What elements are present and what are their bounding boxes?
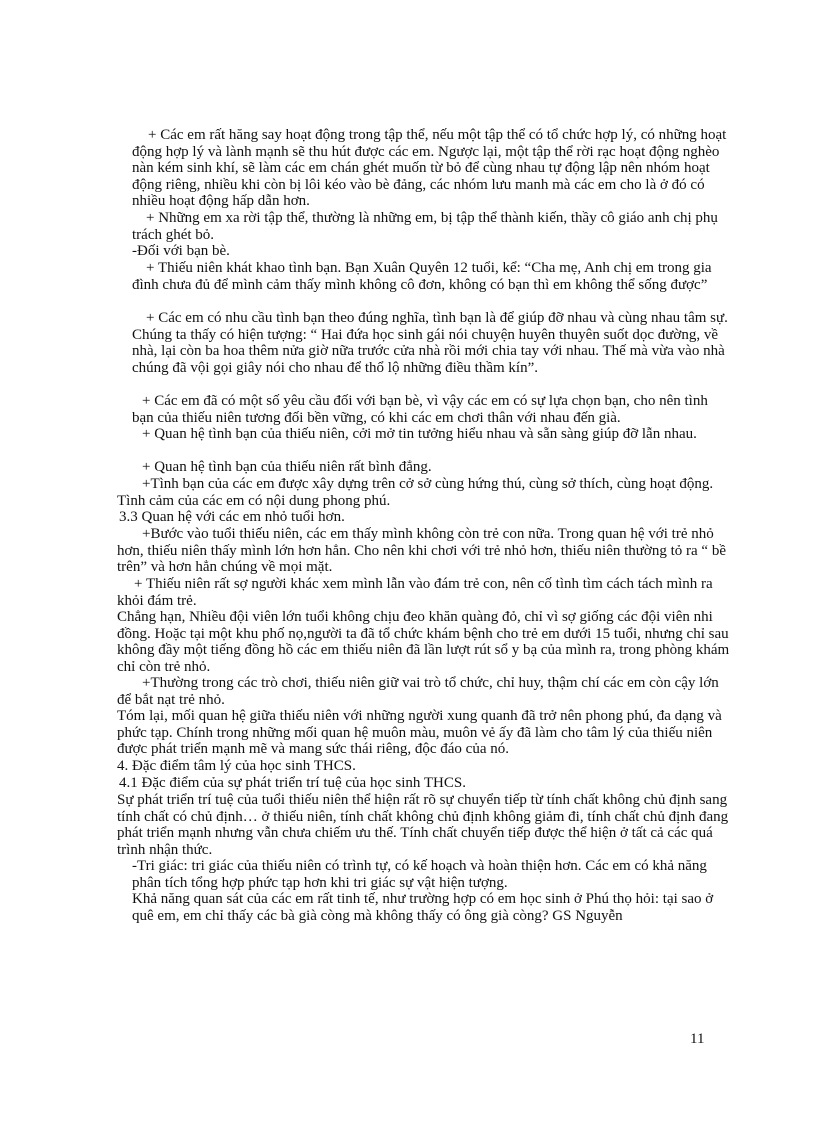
paragraph-summary: Tóm lại, mối quan hệ giữa thiếu niên với những người xung quanh đã trở nên phong phú, đa dạng và phức tạp. Chính trong những mối quan hệ muôn màu, muôn vẻ ấy đã làm cho tâm lý của thiếu niên được phát triển mạnh mẽ và mang sức thái riêng, độc đáo của nó. — [117, 708, 722, 758]
paragraph-no-longer-kids: +Bước vào tuổi thiếu niên, các em thấy mình không còn trẻ con nữa. Trong quan hệ với trẻ nhỏ hơn, thiếu niên thấy mình lớn hơn hẳn. Cho nên khi chơi với trẻ nhỏ hơn, thiếu niên thường tỏ ra “ bề trên” và hơn hẳn chúng về mọi mặt. — [117, 526, 726, 576]
paragraph-shared-interests: +Tình bạn của các em được xây dựng trên cở sở cùng hứng thú, cùng sở thích, cùng hoạt động. Tình cảm của các em có nội dung phong phú. — [117, 476, 714, 509]
paragraph-fear-mixed: + Thiếu niên rất sợ người khác xem mình lẫn vào đám trẻ con, nên cố tình tìm cách tách mình ra khỏi đám trẻ. — [117, 576, 713, 609]
heading-section-4-1: 4.1 Đặc điểm của sự phát triển trí tuệ của học sinh THCS. — [119, 775, 466, 791]
paragraph-equality: + Quan hệ tình bạn của thiếu niên rất bình đẳng. — [142, 459, 432, 475]
paragraph-isolated-children: + Những em xa rời tập thể, thường là những em, bị tập thể thành kiến, thầy cô giáo anh chị phụ trách ghét bỏ. — [132, 210, 718, 243]
paragraph-open-trust: + Quan hệ tình bạn của thiếu niên, cởi mở tin tưởng hiểu nhau và sẵn sàng giúp đỡ lẫn nhau. — [142, 426, 697, 442]
paragraph-leading-games: +Thường trong các trò chơi, thiếu niên giữ vai trò tổ chức, chỉ huy, thậm chí các em còn cậy lớn để bắt nạt trẻ nhỏ. — [117, 675, 719, 708]
paragraph-longing-friendship: + Thiếu niên khát khao tình bạn. Bạn Xuân Quyên 12 tuổi, kể: “Cha mẹ, Anh chị em trong gia đình chưa đủ để mình cảm thấy mình không cô đơn, không có bạn thì em không thể sống được” — [132, 260, 712, 293]
heading-younger-children: 3.3 Quan hệ với các em nhỏ tuổi hơn. — [119, 509, 345, 525]
paragraph-collective-activity: + Các em rất hăng say hoạt động trong tập thể, nếu một tập thể có tổ chức hợp lý, có những hoạt động hợp lý và lành mạnh sẽ thu hút được các em. Ngược lại, một tập thể rời rạc hoạt động nghèo nàn kém sinh khí, sẽ làm các em chán ghét muốn từ bỏ để cùng nhau tự động lập nên nhóm hoạt động riêng, nhiều khi còn bị lôi kéo vào bè đảng, các nhóm lưu manh mà các em cho là ở đó có nhiều hoạt động hấp dẫn hơn. — [132, 127, 727, 210]
paragraph-friendship-needs: + Các em có nhu cầu tình bạn theo đúng nghĩa, tình bạn là để giúp đỡ nhau và cùng nhau tâm sự. Chúng ta thấy có hiện tượng: “ Hai đứa học sinh gái nói chuyện huyên thuyên suốt dọc đường, về nhà, lại còn ba hoa thêm nửa giờ nữa trước cửa nhà rồi mới chia tay với nhau. Thế mà vừa vào nhà chúng đã vội gọi giây nói cho nhau để thổ lộ những điều thầm kín”. — [132, 310, 728, 376]
page-number: 11 — [690, 1031, 705, 1047]
heading-section-4: 4. Đặc điểm tâm lý của học sinh THCS. — [117, 758, 356, 774]
paragraph-intellect-development: Sự phát triển trí tuệ của tuổi thiếu niên thể hiện rất rõ sự chuyển tiếp từ tính chất không chủ định sang tính chất có chủ định… ở thiếu niên, tính chất không chủ định không giảm đi, tính chất chủ định đang phát triển mạnh nhưng vẫn chưa chiếm ưu thế. Tính chất chuyển tiếp được thể hiện ở tất cả các quá trình nhận thức. — [117, 792, 729, 858]
paragraph-friend-selection: + Các em đã có một số yêu cầu đối với bạn bè, vì vậy các em có sự lựa chọn bạn, cho nên tình bạn của thiếu niên tương đối bền vững, có khi các em chơi thân với nhau đến già. — [132, 393, 708, 426]
paragraph-perception: -Tri giác: tri giác của thiếu niên có trình tự, có kế hoạch và hoàn thiện hơn. Các em có khả năng phân tích tổng hợp phức tạp hơn khi tri giác sự vật hiện tượng. — [132, 858, 707, 891]
paragraph-example-scarf: Chẳng hạn, Nhiều đội viên lớn tuổi không chịu đeo khăn quàng đỏ, chỉ vì sợ giống các đội viên nhi đồng. Hoặc tại một khu phố nọ,người ta đã tổ chức khám bệnh cho trẻ em dưới 15 tuổi, nhưng chỉ sau không đầy một tiếng đồng hồ các em thiếu niên đã lần lượt rút sổ y bạ của mình ra, trong phòng khám chỉ còn trẻ nhỏ. — [117, 609, 730, 675]
heading-friends: -Đối với bạn bè. — [132, 243, 230, 259]
paragraph-observation: Khả năng quan sát của các em rất tinh tế, như trường hợp có em học sinh ở Phú thọ hỏi: tại sao ở quê em, em chỉ thấy các bà già còng mà không thấy có ông già còng? GS Nguyễn — [132, 891, 714, 924]
